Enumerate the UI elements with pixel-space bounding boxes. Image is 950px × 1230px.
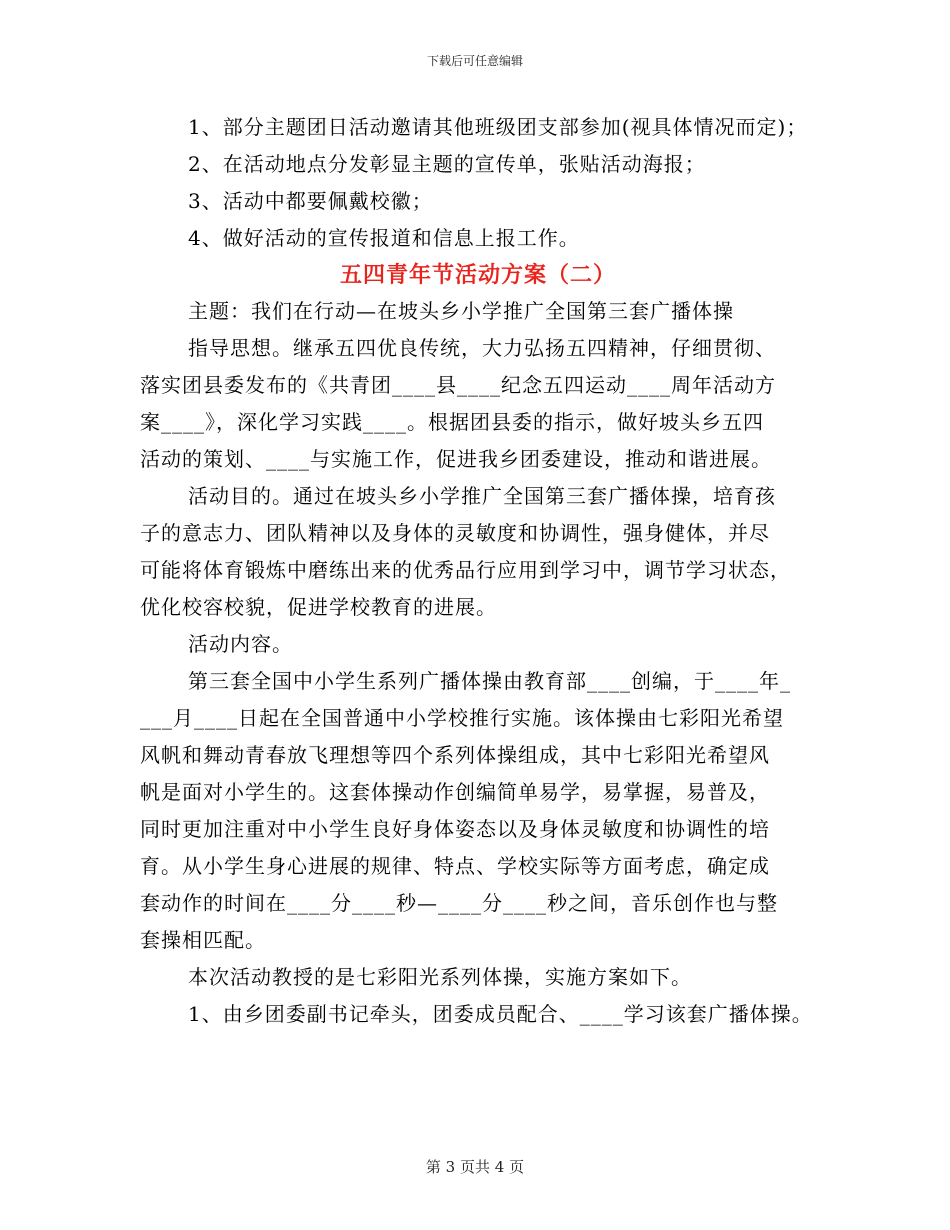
paragraph-line: 育。从小学生身心进展的规律、特点、学校实际等方面考虑，确定成: [140, 854, 770, 878]
paragraph-line: 活动的策划、____与实施工作，促进我乡团委建设，推动和谐进展。: [140, 447, 772, 471]
paragraph-line: ___月____日起在全国普通中小学校推行实施。该体操由七彩阳光希望: [140, 706, 784, 730]
list-item-1: 1、部分主题团日活动邀请其他班级团支部参加(视具体情况而定)；: [188, 115, 808, 139]
page-header: 下载后可任意编辑: [426, 54, 523, 68]
section-title: 五四青年节活动方案（二）: [339, 262, 616, 288]
paragraph-line: 本次活动教授的是七彩阳光系列体操，实施方案如下。: [188, 965, 692, 989]
theme-line: 主题：我们在行动—在坡头乡小学推广全国第三套广播体操: [188, 299, 734, 323]
page-footer: 第 3 页共 4 页: [425, 1158, 525, 1176]
paragraph-line: 可能将体育锻炼中磨练出来的优秀品行应用到学习中，调节学习状态，: [140, 558, 791, 582]
paragraph-line: 落实团县委发布的《共青团____县____纪念五四运动____周年活动方: [140, 373, 776, 397]
paragraph-line: 子的意志力、团队精神以及身体的灵敏度和协调性，强身健体，并尽: [140, 521, 770, 545]
paragraph-line: 优化校容校貌，促进学校教育的进展。: [140, 595, 497, 619]
paragraph-line: 指导思想。继承五四优良传统，大力弘扬五四精神，仔细贯彻、: [188, 336, 776, 360]
paragraph-line: 1、由乡团委副书记牵头，团委成员配合、____学习该套广播体操。: [188, 1002, 813, 1026]
paragraph-line: 套操相匹配。: [140, 928, 266, 952]
paragraph-line: 同时更加注重对中小学生良好身体姿态以及身体灵敏度和协调性的培: [140, 817, 770, 841]
document-body: [140, 109, 830, 1033]
list-item-2: 2、在活动地点分发彰显主题的宣传单，张贴活动海报；: [188, 152, 706, 176]
list-item-3: 3、活动中都要佩戴校徽；: [188, 189, 433, 213]
paragraph-line: 帆是面对小学生的。这套体操动作创编简单易学，易掌握，易普及，: [140, 780, 770, 804]
list-item-4: 4、做好活动的宣传报道和信息上报工作。: [188, 226, 580, 250]
paragraph-line: 活动内容。: [188, 632, 293, 656]
paragraph-line: 风帆和舞动青春放飞理想等四个系列体操组成，其中七彩阳光希望风: [140, 743, 770, 767]
paragraph-line: 第三套全国中小学生系列广播体操由教育部____创编，于____年_: [188, 669, 791, 693]
paragraph-line: 活动目的。通过在坡头乡小学推广全国第三套广播体操，培育孩: [188, 484, 776, 508]
paragraph-line: 案____》，深化学习实践____。根据团县委的指示，做好坡头乡五四: [140, 410, 764, 434]
paragraph-line: 套动作的时间在____分____秒—____分____秒之间，音乐创作也与整: [140, 891, 778, 915]
